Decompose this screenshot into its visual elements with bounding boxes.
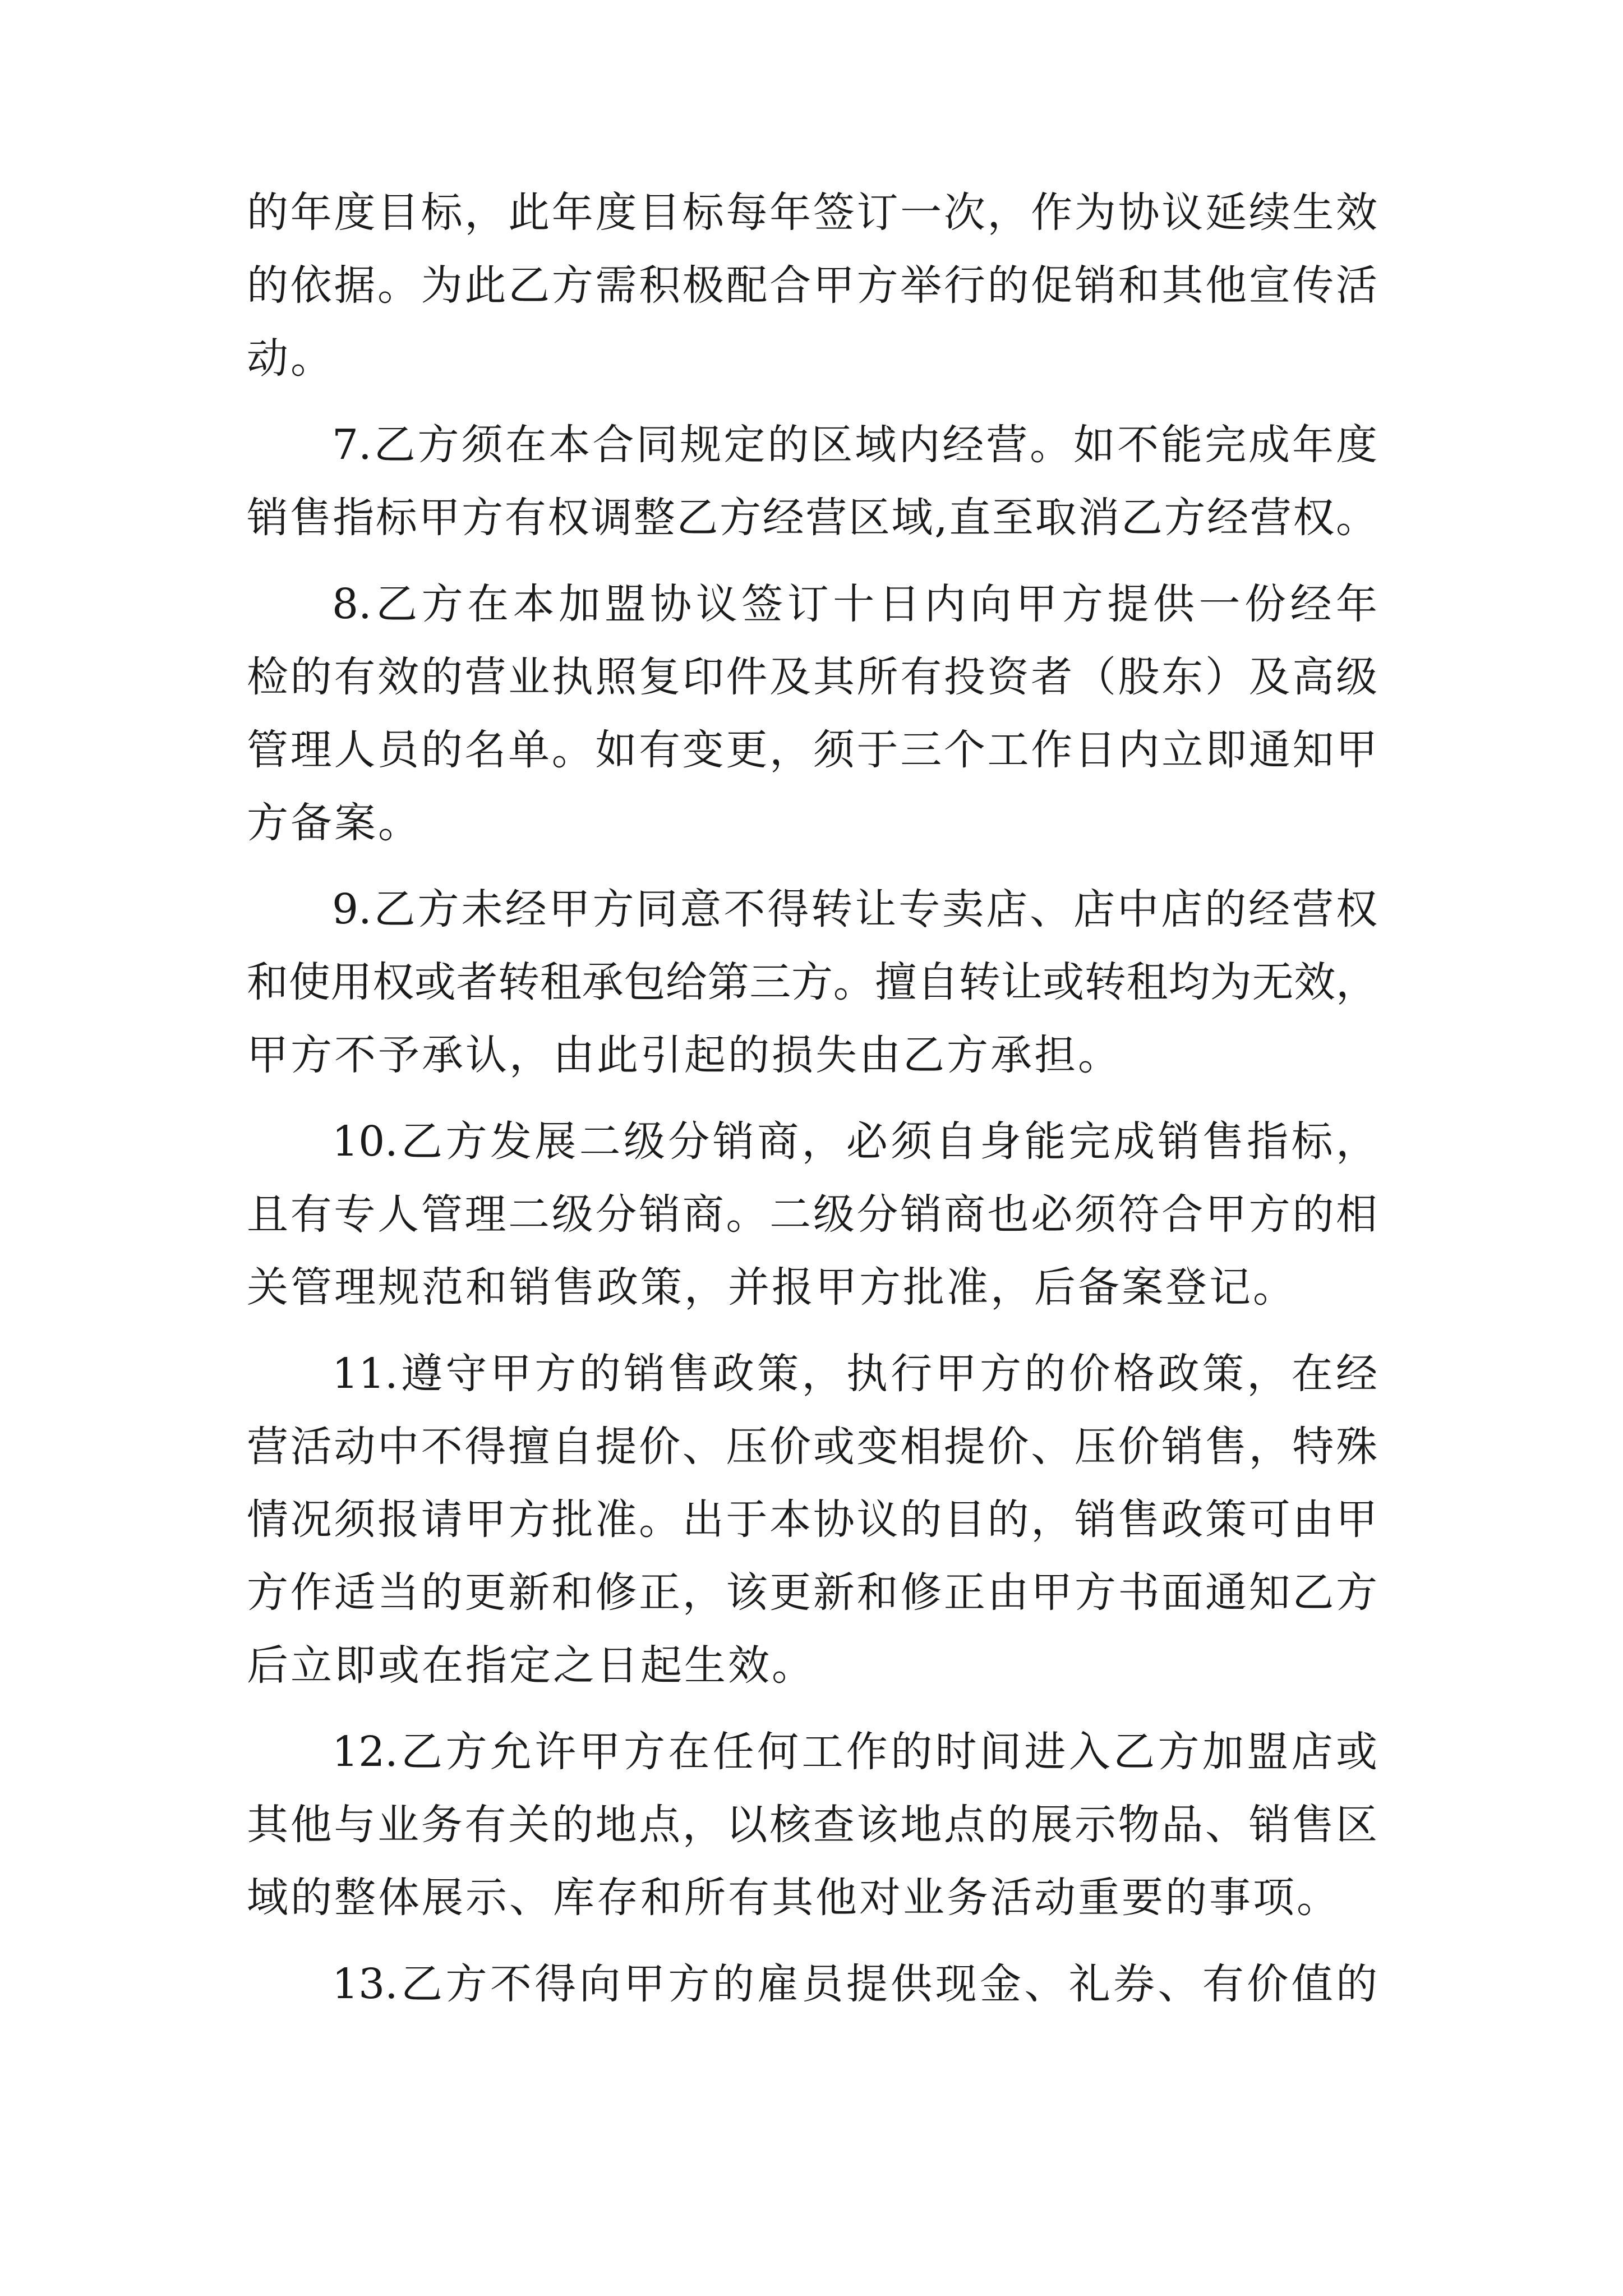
text-line: 和使用权或者转租承包给第三方。擅自转让或转租均为无效，	[247, 958, 1377, 1006]
text-line: 方作适当的更新和修正，该更新和修正由甲方书面通知乙方	[247, 1568, 1377, 1617]
text-line: 情况须报请甲方批准。出于本协议的目的，销售政策可由甲	[247, 1496, 1377, 1544]
text-line: 检的有效的营业执照复印件及其所有投资者（股东）及高级	[247, 653, 1377, 701]
clause-11-line: 11.遵守甲方的销售政策，执行甲方的价格政策，在经	[332, 1350, 1377, 1398]
text-line: 方备案。	[247, 799, 422, 847]
clause-7-line: 7.乙方须在本合同规定的区域内经营。如不能完成年度	[332, 421, 1377, 469]
clause-13-line: 13.乙方不得向甲方的雇员提供现金、礼券、有价值的	[332, 1960, 1377, 2008]
text-line: 且有专人管理二级分销商。二级分销商也必须符合甲方的相	[247, 1190, 1377, 1239]
text-line: 甲方不予承认，由此引起的损失由乙方承担。	[247, 1031, 1122, 1079]
text-line: 关管理规范和销售政策，并报甲方批准，后备案登记。	[247, 1263, 1297, 1312]
text-line: 营活动中不得擅自提价、压价或变相提价、压价销售，特殊	[247, 1423, 1377, 1471]
text-line: 的依据。为此乙方需积极配合甲方举行的促销和其他宣传活	[247, 261, 1377, 310]
clause-8-line: 8.乙方在本加盟协议签订十日内向甲方提供一份经年	[332, 580, 1377, 628]
clause-9-line: 9.乙方未经甲方同意不得转让专卖店、店中店的经营权	[332, 885, 1377, 933]
text-line: 的年度目标，此年度目标每年签订一次，作为协议延续生效	[247, 188, 1377, 237]
clause-12-line: 12.乙方允许甲方在任何工作的时间进入乙方加盟店或	[332, 1728, 1377, 1776]
text-line: 销售指标甲方有权调整乙方经营区域,直至取消乙方经营权。	[247, 494, 1377, 542]
clause-10-line: 10.乙方发展二级分销商，必须自身能完成销售指标，	[332, 1117, 1377, 1166]
text-line: 其他与业务有关的地点，以核查该地点的展示物品、销售区	[247, 1801, 1377, 1849]
text-line: 管理人员的名单。如有变更，须于三个工作日内立即通知甲	[247, 726, 1377, 774]
text-line: 动。	[247, 334, 334, 383]
text-line: 域的整体展示、库存和所有其他对业务活动重要的事项。	[247, 1874, 1340, 1922]
text-line: 后立即或在指定之日起生效。	[247, 1641, 815, 1690]
